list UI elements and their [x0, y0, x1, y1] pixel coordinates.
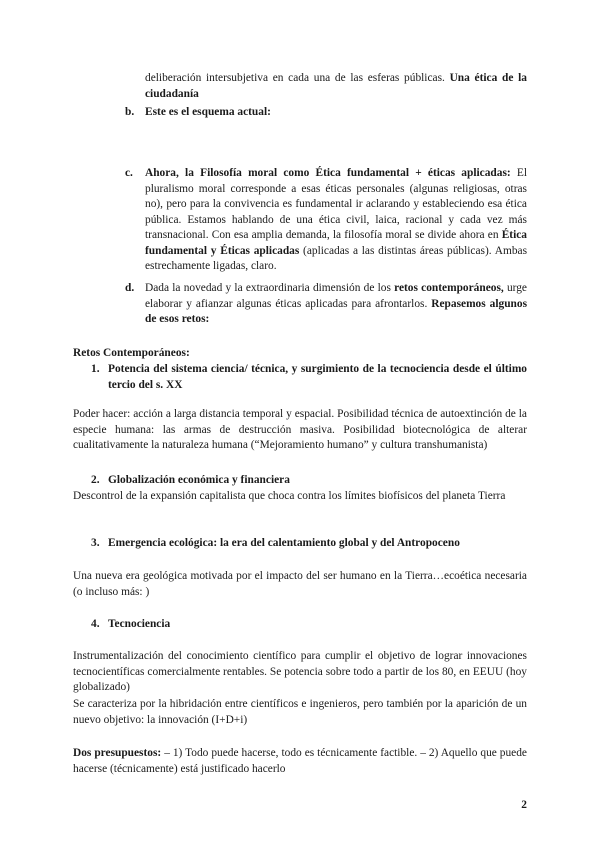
reto-1-number: 1. — [91, 363, 100, 375]
presupuestos-bold: Dos presupuestos: — [73, 747, 162, 759]
reto-4-paragraph-2: Se caracteriza por la hibridación entre científicos e ingenieros, pero también por la aparición de un nuevo objetivo: la innovación (I+D+i) — [73, 698, 527, 726]
item-c-text: El pluralismo moral corresponde a esas éticas personales (algunas religiosas, otras no), pero para la convivencia es fundamental ir aclarando y estableciendo esa ética pública. Estamos hablando de una ética civil, laica, racional y cada vez más transnacional. Con esa amplia demanda, la filosofía moral se divide ahora en — [145, 167, 527, 241]
presupuestos-text: – 1) Todo puede hacerse, todo es técnicamente factible. – 2) Aquello que puede hacerse (técnicamente) está justificado hacerlo — [73, 747, 527, 775]
reto-3-number: 3. — [91, 537, 100, 549]
reto-1-title: Potencia del sistema ciencia/ técnica, y surgimiento de la tecnociencia desde el último tercio del s. XX — [108, 363, 527, 391]
list-item-d — [145, 281, 527, 328]
reto-4-title: Tecnociencia — [108, 618, 171, 630]
list-marker-b: b. — [125, 106, 135, 118]
reto-3-paragraph: Una nueva era geológica motivada por el impacto del ser humano en la Tierra…ecoética necesaria (o incluso más: ) — [73, 570, 527, 598]
item-c-bold: Ahora, la Filosofía moral como Ética fundamental + éticas aplicadas: — [145, 167, 511, 179]
reto-3-title: Emergencia ecológica: la era del calentamiento global y del Antropoceno — [108, 537, 460, 549]
page-number: 2 — [521, 799, 527, 811]
reto-2-number: 2. — [91, 474, 100, 486]
item-d-bold-end: Repasemos algunos de esos retos: — [145, 297, 527, 325]
reto-1-paragraph: Poder hacer: acción a larga distancia temporal y espacial. Posibilidad técnica de autoextinción de la especie humana: las armas de destrucción masiva. Posibilidad biotecnológica de alterar cualitativamente la naturaleza humana (“Mejoramiento humano” y cultura transhumanista) — [73, 408, 527, 451]
item-c-bold-mid: Ética fundamental y Éticas aplicadas — [145, 229, 527, 257]
presupuestos-paragraph — [73, 746, 527, 777]
reto-2-paragraph: Descontrol de la expansión capitalista que choca contra los límites biofísicos del planeta Tierra — [73, 490, 506, 502]
item-d-text: Dada la novedad y la extraordinaria dimensión de los — [145, 282, 395, 294]
reto-4-paragraph-1: Instrumentalización del conocimiento científico para cumplir el objetivo de lograr innovaciones tecnocientíficas comercialmente rentables. Se potencia sobre todo a partir de los 80, en EEUU (hoy globalizado) — [73, 650, 527, 693]
continuation-paragraph — [145, 71, 527, 102]
list-item-c — [145, 166, 527, 275]
item-c-text2: (aplicadas a las distintas áreas públicas). Ambas estrechamente ligadas, claro. — [145, 244, 527, 272]
reto-4-number: 4. — [91, 618, 100, 630]
reto-2-title: Globalización económica y financiera — [108, 474, 290, 486]
list-item-b — [145, 105, 527, 121]
continuation-text: deliberación intersubjetiva en cada una de las esferas públicas. — [145, 72, 450, 84]
item-b-bold: Este es el esquema actual: — [145, 106, 271, 118]
continuation-bold: Una ética de la ciudadanía — [145, 72, 527, 100]
list-marker-d: d. — [125, 282, 135, 294]
list-marker-c: c. — [125, 167, 133, 179]
retos-heading: Retos Contemporáneos: — [73, 347, 190, 359]
item-d-bold-mid: retos contemporáneos, — [394, 282, 504, 294]
item-d-text2: urge elaborar y afianzar algunas éticas aplicadas para afrontarlos. — [145, 282, 527, 310]
